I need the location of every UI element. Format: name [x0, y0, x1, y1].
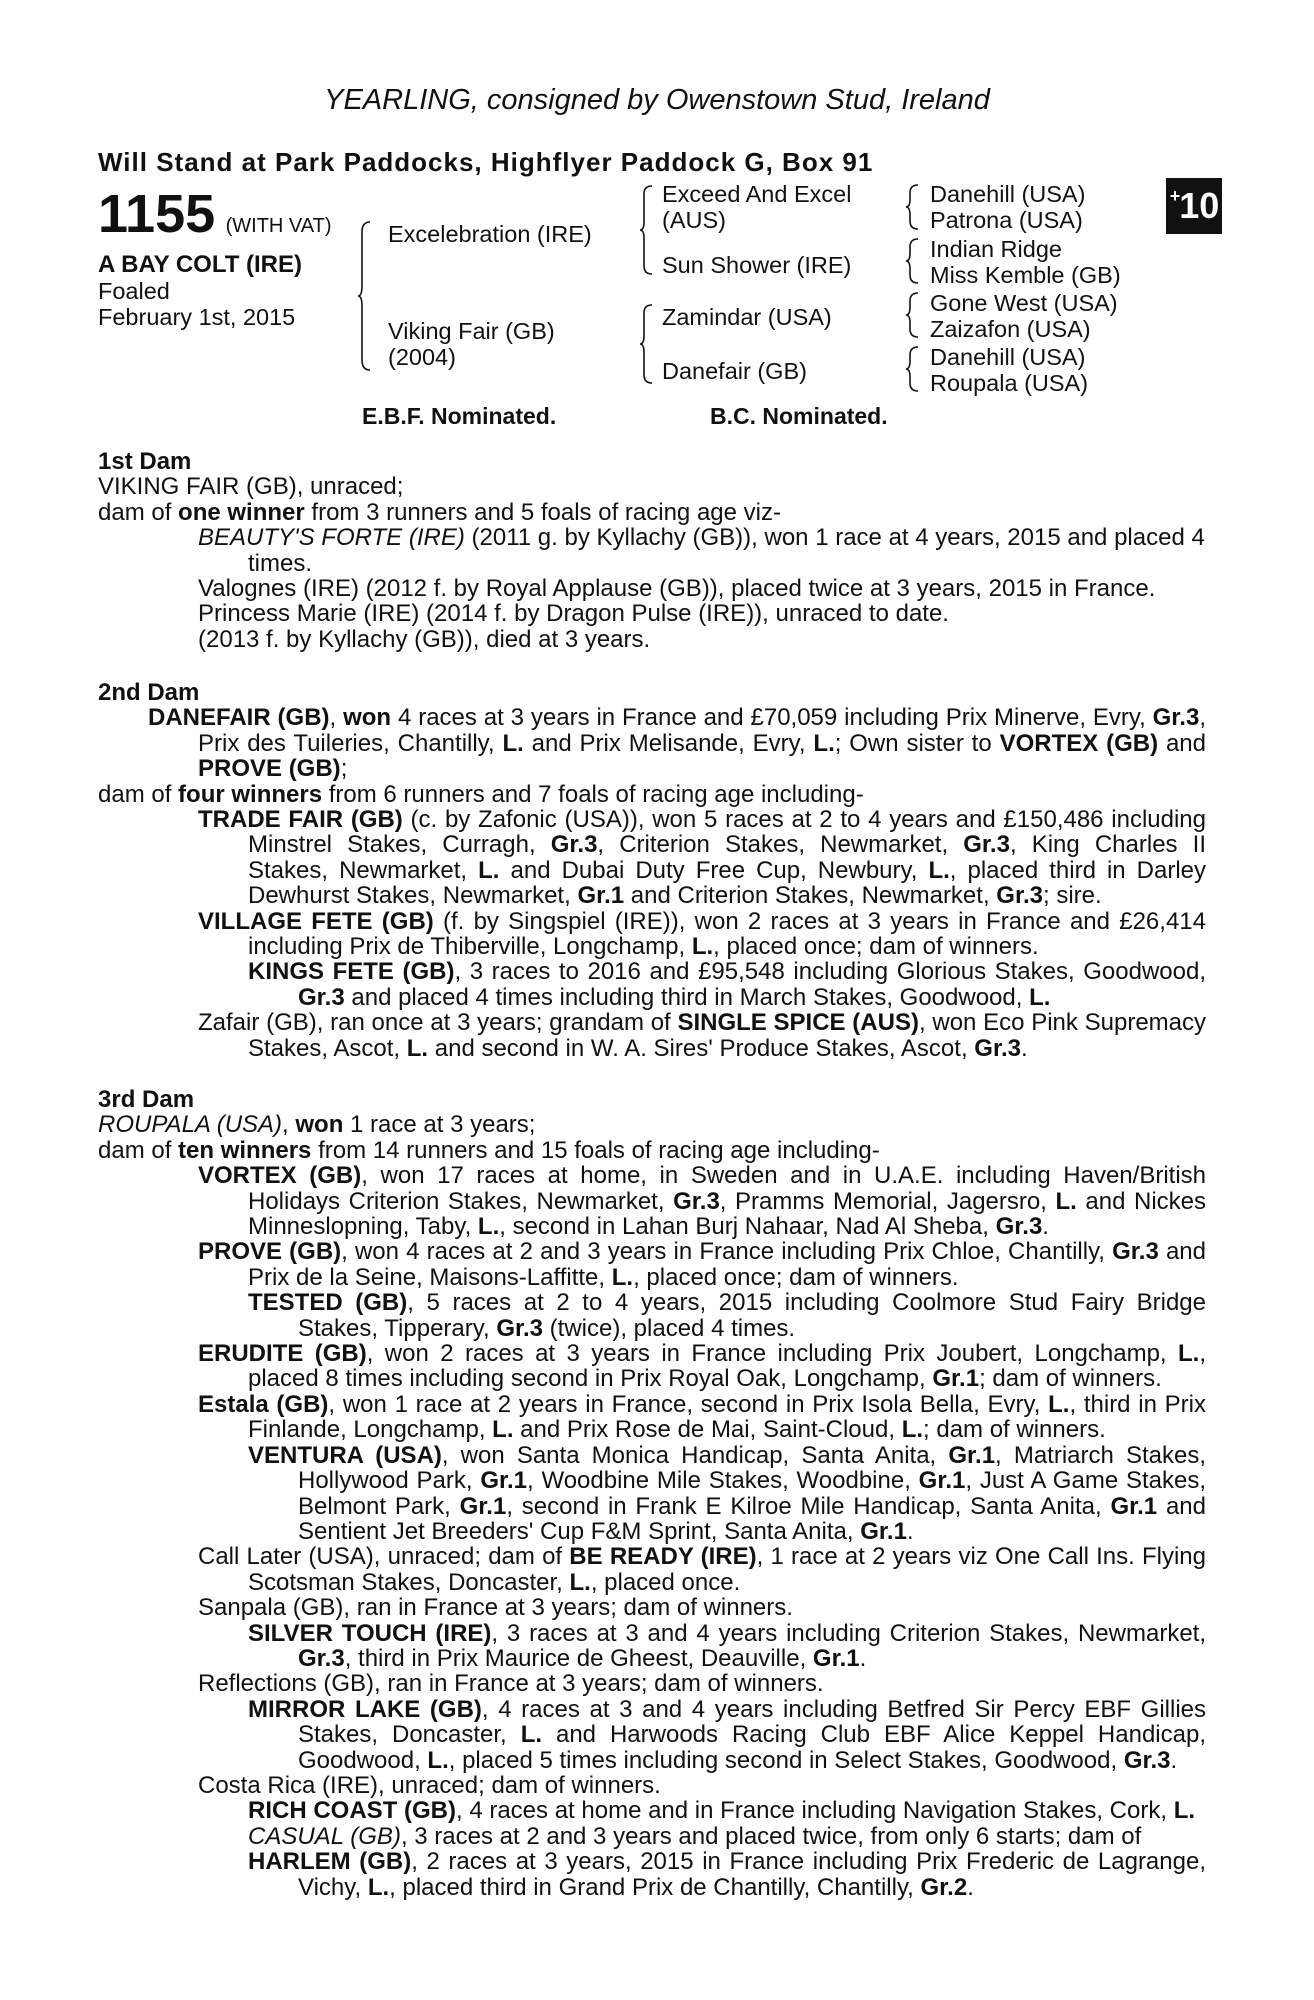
- ancestor-1: Danehill (USA): [930, 181, 1086, 207]
- lot-number-line: [98, 183, 332, 245]
- second-dam-name: DANEFAIR (GB), won 4 races at 3 years in France and £70,059 including Prix Minerve, Evry, Gr.3, Prix des Tuileries, Chantilly, L. and Prix Melisande, Evry, L.; Own sister to VORTEX (GB) and PROVE (GB);: [148, 704, 1206, 783]
- foaled-label: Foaled: [98, 278, 170, 304]
- third-dam-grandchild: MIRROR LAKE (GB), 4 races at 3 and 4 years including Betfred Sir Percy EBF Gillies Stakes, Doncaster, L. and Harwoods Racing Club EBF Alice Keppel Handicap, Goodwood, L., placed 5 times including second in Select Stakes, Goodwood, Gr.3.: [248, 1695, 1207, 1774]
- badge-value: 10: [1179, 185, 1220, 226]
- ancestor-8: Roupala (USA): [930, 370, 1089, 396]
- second-dam-runner: Zafair (GB), ran once at 3 years; grandam of SINGLE SPICE (AUS), won Eco Pink Supremacy Stakes, Ascot, L. and second in W. A. Sires' Produce Stakes, Ascot, Gr.3.: [198, 1009, 1207, 1062]
- ebf-nomination: E.B.F. Nominated.: [362, 403, 557, 429]
- first-dam-runner: Valognes (IRE) (2012 f. by Royal Applause (GB)), placed twice at 3 years, 2015 in France.: [198, 575, 1156, 603]
- second-dam-heading: 2nd Dam: [98, 679, 200, 706]
- lot-description: A BAY COLT (IRE): [98, 251, 303, 278]
- ancestor-5: Gone West (USA): [930, 290, 1118, 316]
- badge-plus: +: [1169, 185, 1181, 206]
- third-dam-grandchild: Call Later (USA), unraced; dam of BE READY (IRE), 1 race at 2 years viz One Call Ins. Flying Scotsman Stakes, Doncaster, L., placed once.: [198, 1543, 1206, 1596]
- third-dam-grandchild: TESTED (GB), 5 races at 2 to 4 years, 2015 including Coolmore Stud Fairy Bridge Stakes, Tipperary, Gr.3 (twice), placed 4 times.: [248, 1289, 1207, 1342]
- third-dam-runner: Reflections (GB), ran in France at 3 years; dam of winners.: [198, 1670, 824, 1698]
- first-dam-name: VIKING FAIR (GB), unraced;: [98, 473, 404, 501]
- third-dam-grandchild: RICH COAST (GB), 4 races at home and in France including Navigation Stakes, Cork, L.: [248, 1797, 1196, 1825]
- rating-badge: [1166, 178, 1222, 234]
- lot-number: 1155: [98, 184, 216, 244]
- third-dam-grandchild: HARLEM (GB), 2 races at 3 years, 2015 in France including Prix Frederic de Lagrange, Vichy, L., placed third in Grand Prix de Chantilly, Chantilly, Gr.2.: [248, 1848, 1206, 1901]
- second-dam-grandchild: KINGS FETE (GB), 3 races to 2016 and £95,548 including Glorious Stakes, Goodwood, Gr.3 and placed 4 times including third in March Stakes, Goodwood, L.: [248, 958, 1207, 1011]
- dam-name: Viking Fair (GB): [388, 318, 555, 344]
- pedigree-bracket-dam: [640, 303, 654, 385]
- vat-label: (WITH VAT): [225, 215, 332, 237]
- ancestor-3: Indian Ridge: [930, 236, 1062, 262]
- sire-sire-line2: (AUS): [662, 207, 726, 233]
- ancestor-2: Patrona (USA): [930, 207, 1083, 233]
- pedigree-bracket-sire: [640, 184, 654, 276]
- stand-location: Will Stand at Park Paddocks, Highflyer Paddock G, Box 91: [98, 147, 874, 177]
- third-dam-grandchild: VENTURA (USA), won Santa Monica Handicap, Santa Anita, Gr.1, Matriarch Stakes, Hollywood Park, Gr.1, Woodbine Mile Stakes, Woodbine, Gr.1, Just A Game Stakes, Belmont Park, Gr.1, second in Frank E Kilroe Mile Handicap, Santa Anita, Gr.1 and Sentient Jet Breeders' Cup F&M Sprint, Santa Anita, Gr.1.: [248, 1441, 1207, 1545]
- third-dam-produce: dam of ten winners from 14 runners and 15 foals of racing age including-: [98, 1136, 880, 1164]
- pedigree-bracket-g4: [906, 345, 920, 393]
- sire-dam: Sun Shower (IRE): [662, 252, 852, 278]
- dam-year: (2004): [388, 344, 456, 370]
- dam-dam: Danefair (GB): [662, 358, 807, 384]
- page-header: YEARLING, consigned by Owenstown Stud, Ireland: [324, 84, 990, 116]
- foaled-date: February 1st, 2015: [98, 304, 296, 330]
- ancestor-7: Danehill (USA): [930, 344, 1086, 370]
- third-dam-runner: PROVE (GB), won 4 races at 2 and 3 years in France including Prix Chloe, Chantilly, Gr.3 and Prix de la Seine, Maisons-Laffitte, L., placed once; dam of winners.: [198, 1238, 1206, 1291]
- second-dam-section: [98, 680, 1206, 1061]
- sire: Excelebration (IRE): [388, 221, 592, 247]
- third-dam-grandchild: SILVER TOUCH (IRE), 3 races at 3 and 4 years including Criterion Stakes, Newmarket, Gr.3, third in Prix Maurice de Gheest, Deauville, Gr.1.: [248, 1619, 1207, 1672]
- third-dam-runner: VORTEX (GB), won 17 races at home, in Sweden and in U.A.E. including Haven/British Holidays Criterion Stakes, Newmarket, Gr.3, Pramms Memorial, Jagersro, L. and Nickes Minneslopning, Taby, L., second in Lahan Burj Nahaar, Nad Al Sheba, Gr.3.: [198, 1162, 1207, 1241]
- third-dam-runner: ERUDITE (GB), won 2 races at 3 years in France including Prix Joubert, Longchamp, L., placed 8 times including second in Prix Royal Oak, Longchamp, Gr.1; dam of winners.: [198, 1340, 1206, 1393]
- second-dam-runner: TRADE FAIR (GB) (c. by Zafonic (USA)), won 5 races at 2 to 4 years and £150,486 including Minstrel Stakes, Curragh, Gr.3, Criterion Stakes, Newmarket, Gr.3, King Charles II Stakes, Newmarket, L. and Dubai Duty Free Cup, Newbury, L., placed third in Darley Dewhurst Stakes, Newmarket, Gr.1 and Criterion Stakes, Newmarket, Gr.3; sire.: [198, 806, 1207, 910]
- pedigree-bracket-g1: [906, 183, 920, 231]
- third-dam-runner: Costa Rica (IRE), unraced; dam of winners.: [198, 1771, 661, 1799]
- sire-sire-line1: Exceed And Excel: [662, 181, 852, 207]
- third-dam-runner: Sanpala (GB), ran in France at 3 years; dam of winners.: [198, 1594, 793, 1622]
- third-dam-runner: Estala (GB), won 1 race at 2 years in France, second in Prix Isola Bella, Evry, L., third in Prix Finlande, Longchamp, L. and Prix Rose de Mai, Saint-Cloud, L.; dam of winners.: [198, 1390, 1206, 1444]
- ancestor-4: Miss Kemble (GB): [930, 262, 1121, 288]
- third-dam-section: [98, 1087, 1206, 1900]
- third-dam-heading: 3rd Dam: [98, 1086, 195, 1113]
- dam-sire: Zamindar (USA): [662, 304, 832, 330]
- pedigree-bracket-g2: [906, 237, 920, 285]
- first-dam-section: [98, 449, 1206, 652]
- first-dam-runner: (2013 f. by Kyllachy (GB)), died at 3 years.: [198, 625, 651, 653]
- third-dam-grandchild: CASUAL (GB), 3 races at 2 and 3 years and placed twice, from only 6 starts; dam of: [248, 1822, 1142, 1850]
- first-dam-heading: 1st Dam: [98, 448, 192, 475]
- second-dam-runner: VILLAGE FETE (GB) (f. by Singspiel (IRE)), won 2 races at 3 years in France and £26,414 including Prix de Thiberville, Longchamp, L., placed once; dam of winners.: [198, 907, 1206, 961]
- bc-nomination: B.C. Nominated.: [710, 403, 888, 429]
- first-dam-produce: dam of one winner from 3 runners and 5 foals of racing age viz-: [98, 498, 781, 526]
- second-dam-produce: dam of four winners from 6 runners and 7 foals of racing age including-: [98, 780, 864, 808]
- ancestor-6: Zaizafon (USA): [930, 316, 1091, 342]
- pedigree-bracket-g3: [906, 291, 920, 339]
- first-dam-runner: BEAUTY'S FORTE (IRE) (2011 g. by Kyllachy (GB)), won 1 race at 4 years, 2015 and placed 4 times.: [198, 524, 1205, 577]
- pedigree-bracket-main: [358, 220, 372, 372]
- first-dam-runner: Princess Marie (IRE) (2014 f. by Dragon Pulse (IRE)), unraced to date.: [198, 600, 949, 628]
- third-dam-name: ROUPALA (USA), won 1 race at 3 years;: [98, 1111, 536, 1139]
